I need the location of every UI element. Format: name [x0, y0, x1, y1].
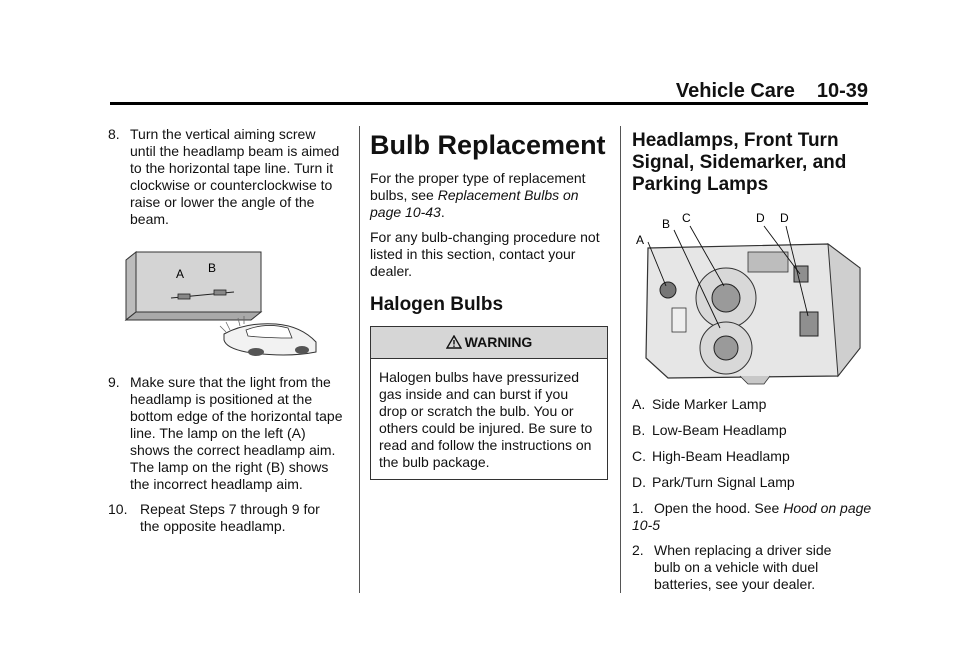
- legend-key: D.: [632, 474, 646, 490]
- section-title: Vehicle Care: [675, 80, 795, 102]
- legend-text: Park/Turn Signal Lamp: [652, 474, 795, 490]
- column-2: [370, 126, 610, 480]
- step-text-first: Turn the vertical aiming screw: [130, 126, 316, 142]
- step-8: [108, 126, 348, 228]
- legend-item: [632, 474, 872, 491]
- subsection-heading: Halogen Bulbs: [370, 294, 504, 315]
- step-number: 10.: [108, 501, 128, 517]
- step-number: 1.: [632, 500, 644, 516]
- headlamp-assembly-figure: [628, 208, 868, 386]
- headlamp-aim-figure: [116, 242, 326, 362]
- legend-item: [632, 448, 872, 465]
- step-text-first: When replacing a driver side: [654, 542, 832, 558]
- page-header: [676, 80, 868, 103]
- paragraph-replacement-types: [370, 170, 610, 221]
- legend-key: B.: [632, 422, 646, 438]
- step-9: [108, 374, 348, 493]
- header-rule: [110, 102, 868, 105]
- step-text-rest: headlamp is positioned at the bottom edge of the horizontal tape line. The lamp on the left (A) shows the correct headlamp aim. The lamp on the right (B) shows the incorrect headlamp aim.: [130, 391, 343, 492]
- cross-reference-link[interactable]: Hood on page 10-5: [632, 500, 872, 533]
- figure-label-c: C: [682, 211, 691, 225]
- step-1: [632, 500, 872, 534]
- paragraph-end: .: [440, 204, 445, 220]
- section-heading: Headlamps, Front Turn Signal, Sidemarker, and Parking Lamps: [632, 130, 847, 195]
- step-number: 8.: [108, 126, 120, 142]
- step-text-rest: until the headlamp beam is aimed to the horizontal tape line. Turn it clockwise or counterclockwise to raise or lower the angle of the beam.: [130, 143, 340, 227]
- step-2: [632, 542, 872, 593]
- step-10: [108, 501, 348, 535]
- legend-item: [632, 396, 872, 413]
- figure-label-b: B: [208, 261, 217, 275]
- warning-triangle-icon: [446, 335, 462, 349]
- paragraph-text: For the proper type of replacement bulbs, see: [370, 170, 586, 203]
- car-illustration: [220, 316, 316, 356]
- step-text-first: Repeat Steps 7 through 9 for: [140, 501, 320, 517]
- warning-text: Halogen bulbs have pressurized gas inside and can burst if you drop or scratch the bulb. You or others could be injured. Be sure to read and follow the instructions on the bulb package.: [379, 369, 593, 470]
- step-text-rest: bulb on a vehicle with duel batteries, see your dealer.: [654, 559, 819, 592]
- column-divider-2: [620, 126, 621, 593]
- legend-key: C.: [632, 448, 646, 464]
- step-number: 9.: [108, 374, 120, 390]
- warning-box: [370, 326, 608, 480]
- figure-label-d-first: D: [756, 211, 765, 225]
- legend-key: A.: [632, 396, 646, 412]
- warning-header: [371, 327, 607, 359]
- legend-text: High-Beam Headlamp: [652, 448, 790, 464]
- column-1: [108, 126, 348, 543]
- step-text-first: Make sure that the light from the: [130, 374, 331, 390]
- section-heading: Bulb Replacement: [370, 130, 606, 160]
- paragraph-dealer: For any bulb-changing procedure not listed in this section, contact your dealer.: [370, 229, 600, 279]
- warning-label: WARNING: [464, 334, 533, 350]
- column-3: [632, 126, 872, 601]
- figure-label-d-second: D: [780, 211, 789, 225]
- figure-label-a: A: [176, 267, 185, 281]
- cross-reference-link[interactable]: Replacement Bulbs on page 10-43: [370, 187, 579, 220]
- step-text-rest: the opposite headlamp.: [140, 518, 286, 534]
- figure-label-a: A: [636, 233, 645, 247]
- legend-text: Side Marker Lamp: [652, 396, 767, 412]
- step-text-first: Open the hood. See: [654, 500, 784, 516]
- figure-label-b: B: [662, 217, 671, 231]
- page-number: 10-39: [816, 80, 868, 102]
- column-divider-1: [359, 126, 360, 593]
- legend-item: [632, 422, 872, 439]
- step-number: 2.: [632, 542, 644, 558]
- legend-text: Low-Beam Headlamp: [652, 422, 787, 438]
